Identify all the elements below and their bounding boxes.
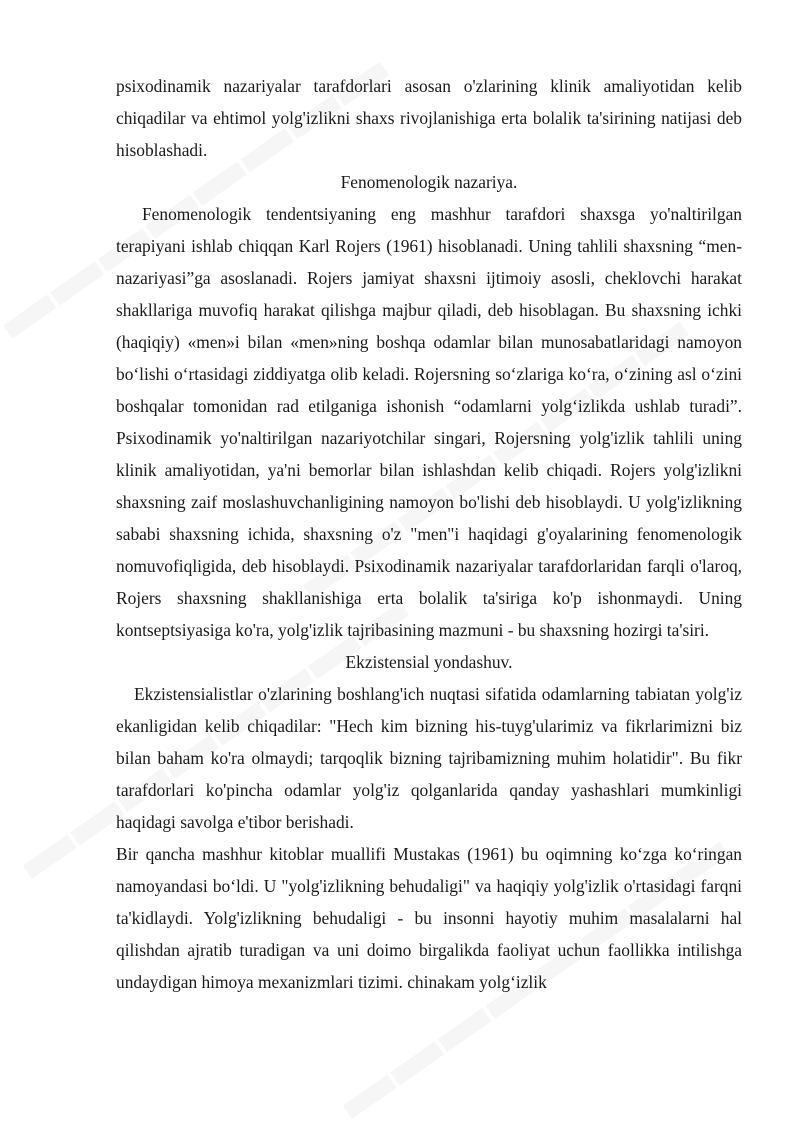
paragraph-phenomenological: Fenomenologik tendentsiyaning eng mashhur tarafdori shaxsga yo'naltirilgan terapiyani ishlab chiqqan Karl Rojers (1961) hisoblanadi. Uning tahlili shaxsning “men-nazariyasi”ga asoslanadi. Rojers jamiyat shaxsni ijtimoiy asosli, cheklovchi harakat shakllariga muvofiq harakat qilishga majbur qiladi, deb hisoblagan. Bu shaxsning ichki (haqiqiy) «men»i bilan «men»ning boshqa odamlar bilan munosabatlaridagi namoyon bo‘lishi o‘rtasidagi ziddiyatga olib keladi. Rojersning so‘zlariga ko‘ra, o‘zining asl o‘zini boshqalar tomonidan rad etilganiga ishonish “odamlarni yolg‘izlikda ushlab turadi”. Psixodinamik yo'naltirilgan nazariyotchilar singari, Rojersning yolg'izlik tahlili uning klinik amaliyotidan, ya'ni bemorlar bilan ishlashdan kelib chiqadi. Rojers yolg'izlikni shaxsning zaif moslashuvchanligining namoyon bo'lishi deb hisoblaydi. U yolg'izlikning sababi shaxsning ichida, shaxsning o'z "men"i haqidagi g'oyalarining fenomenologik nomuvofiqligida, deb hisoblaydi. Psixodinamik nazariyalar tarafdorlaridan farqli o'laroq, Rojers shaxsning shakllanishiga erta bolalik ta'siriga ko'p ishonmaydi. Uning kontseptsiyasiga ko'ra, yolg'izlik tajribasining mazmuni - bu shaxsning hozirgi ta'siri. bbox=[116, 204, 742, 640]
paragraph-intro: psixodinamik nazariyalar tarafdorlari asosan o'zlarining klinik amaliyotidan kelib chiqadilar va ehtimol yolg'izlikni shaxs rivojlanishiga erta bolalik ta'sirining natijasi deb hisoblashadi. bbox=[116, 76, 742, 160]
section-heading-existential: Ekzistensial yondashuv. bbox=[345, 652, 513, 672]
paragraph-mustakas: Bir qancha mashhur kitoblar muallifi Mustakas (1961) bu oqimning ko‘zga ko‘ringan namoyandasi bo‘ldi. U "yolg'izlikning behudaligi" va haqiqiy yolg'izlik o'rtasidagi farqni ta'kidlaydi. Yolg'izlikning behudaligi - bu insonni hayotiy muhim masalalarni hal qilishdan ajratib turadigan va uni doimo birgalikda faoliyat uchun faollikka intilishga undaydigan himoya mexanizmlari tizimi. chinakam yolg‘izlik bbox=[116, 844, 742, 992]
paragraph-existential: Ekzistensialistlar o'zlarining boshlang'ich nuqtasi sifatida odamlarning tabiatan yolg'iz ekanligidan kelib chiqadilar: "Hech kim bizning his-tuyg'ularimiz va fikrlarimizni biz bilan baham ko'ra olmaydi; tarqoqlik bizning tajribamizning muhim holatidir". Bu fikr tarafdorlari ko'pincha odamlar yolg'iz qolganlarida qanday yashashlari mumkinligi haqidagi savolga e'tibor berishadi. bbox=[116, 684, 742, 832]
document-page bbox=[116, 70, 742, 998]
section-heading-phenomenological: Fenomenologik nazariya. bbox=[340, 172, 518, 192]
